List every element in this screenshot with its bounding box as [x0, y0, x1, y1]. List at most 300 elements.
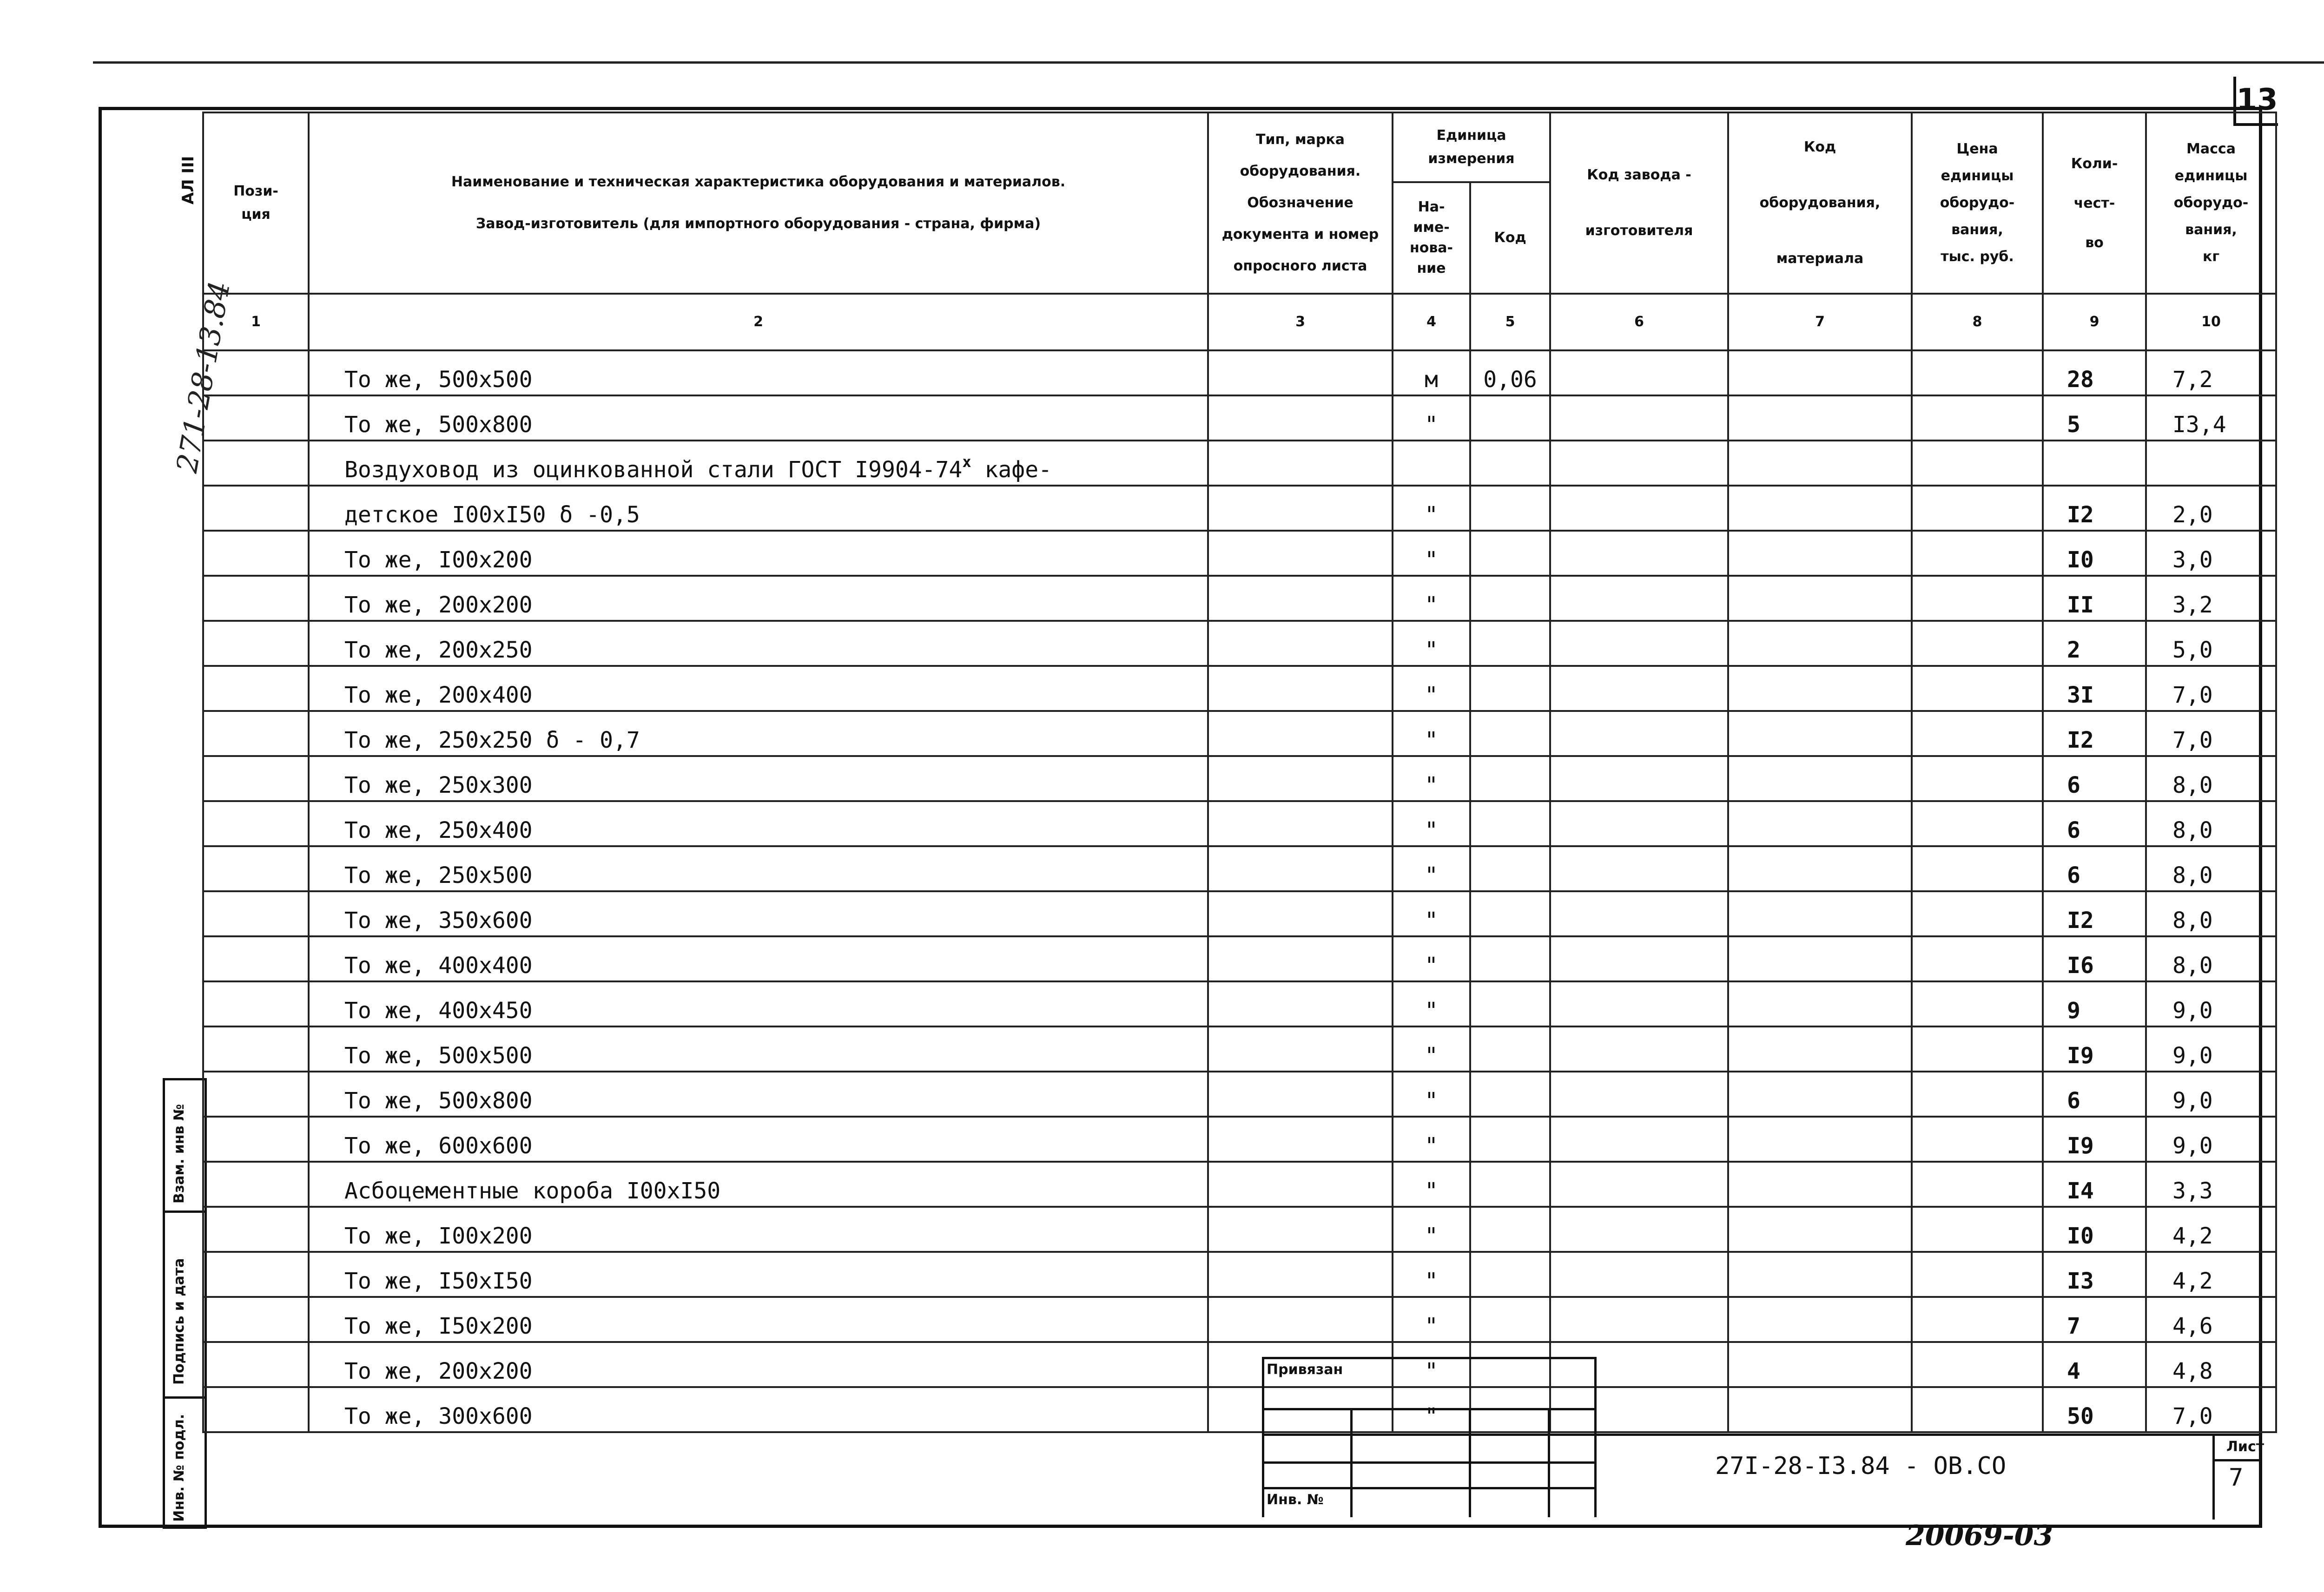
equip-code-cell	[1728, 1072, 1912, 1117]
qty-cell-text: 9	[2067, 998, 2080, 1024]
position-cell	[203, 621, 309, 666]
equip-code-cell	[1728, 666, 1912, 711]
position-cell	[203, 1207, 309, 1252]
plant-code-cell	[1550, 350, 1728, 395]
equip-code-cell	[1728, 486, 1912, 531]
qty-cell-text: 28	[2067, 367, 2094, 393]
mass-cell-text: 9,0	[2172, 998, 2213, 1024]
type-cell	[1208, 1162, 1393, 1207]
unit-name-cell-text: "	[1425, 1088, 1438, 1114]
qty-cell	[2043, 711, 2146, 756]
top-rule	[93, 61, 2324, 64]
mass-cell-text: 7,0	[2172, 1403, 2213, 1429]
price-cell	[1912, 936, 2043, 981]
unit-code-cell-text: 0,06	[1483, 367, 1537, 393]
name-cell-text: То же, 200х200	[344, 592, 533, 618]
bottom-code: 20069-03	[1906, 1520, 2053, 1552]
mass-cell	[2146, 801, 2276, 846]
type-cell	[1208, 441, 1393, 486]
qty-cell	[2043, 350, 2146, 395]
unit-name-cell-text: "	[1425, 1043, 1438, 1069]
header-name-line2: Завод-изготовитель (для импортного оборудования - страна, фирма)	[475, 216, 1041, 232]
name-cell-text: То же, 500х500	[344, 1043, 533, 1069]
qty-cell	[2043, 441, 2146, 486]
mass-cell	[2146, 441, 2276, 486]
unit-code-cell	[1470, 1162, 1550, 1207]
name-cell-text: детское I00хI50 δ -0,5	[344, 502, 640, 528]
titleblock-rule	[1262, 1434, 2261, 1436]
mass-cell-text: 4,2	[2172, 1268, 2213, 1294]
plant-code-cell	[1550, 666, 1728, 711]
header-name	[309, 112, 1208, 294]
name-cell	[309, 666, 1208, 711]
mass-cell	[2146, 1072, 2276, 1117]
table-row	[203, 1026, 2276, 1072]
header-price: Цена единицы оборудо- вания, тыс. руб.	[1912, 112, 2043, 294]
plant-code-cell	[1550, 531, 1728, 576]
name-cell-text: То же, 250х400	[344, 817, 533, 843]
qty-cell-text: I6	[2067, 953, 2094, 979]
position-cell	[203, 576, 309, 621]
name-cell	[309, 1162, 1208, 1207]
col-number: 9	[2043, 294, 2146, 350]
col-number: 3	[1208, 294, 1393, 350]
qty-cell	[2043, 1342, 2146, 1387]
name-cell	[309, 576, 1208, 621]
unit-name-cell	[1393, 666, 1470, 711]
unit-name-cell-text: "	[1425, 772, 1438, 798]
header-mass: Масса единицы оборудо- вания, кг	[2146, 112, 2276, 294]
name-cell-text: То же, 500х800	[344, 1088, 533, 1114]
price-cell	[1912, 1072, 2043, 1117]
plant-code-cell	[1550, 846, 1728, 891]
name-cell	[309, 531, 1208, 576]
qty-cell	[2043, 531, 2146, 576]
qty-cell-text: 6	[2067, 817, 2080, 843]
equip-code-cell	[1728, 350, 1912, 395]
equip-code-cell	[1728, 621, 1912, 666]
unit-name-cell-text: "	[1425, 1313, 1438, 1339]
titleblock-rule	[1262, 1357, 1264, 1517]
unit-name-cell-text: "	[1425, 412, 1438, 438]
price-cell	[1912, 350, 2043, 395]
unit-name-cell-text: "	[1425, 637, 1438, 663]
position-cell	[203, 846, 309, 891]
equip-code-cell	[1728, 756, 1912, 801]
name-cell	[309, 395, 1208, 441]
name-cell-text: То же, 500х500	[344, 367, 533, 393]
qty-cell-text: I0	[2067, 547, 2094, 573]
table-row	[203, 350, 2276, 395]
mass-cell	[2146, 576, 2276, 621]
plant-code-cell	[1550, 621, 1728, 666]
unit-name-cell	[1393, 846, 1470, 891]
mass-cell	[2146, 1252, 2276, 1297]
unit-code-cell	[1470, 666, 1550, 711]
unit-name-cell-text: "	[1425, 953, 1438, 979]
position-cell	[203, 486, 309, 531]
type-cell	[1208, 756, 1393, 801]
name-cell-text: То же, 500х800	[344, 412, 533, 438]
qty-cell	[2043, 1252, 2146, 1297]
unit-name-cell	[1393, 1162, 1470, 1207]
header-type: Тип, марка оборудования. Обозначение документа и номер опросного листа	[1208, 112, 1393, 294]
qty-cell-text: 3I	[2067, 682, 2094, 708]
unit-name-cell-text: "	[1425, 727, 1438, 753]
plant-code-cell	[1550, 1026, 1728, 1072]
unit-name-cell	[1393, 350, 1470, 395]
titleblock-rule	[2212, 1459, 2261, 1461]
titleblock-rule	[1262, 1408, 1597, 1410]
document-id: 27I-28-I3.84 - ОВ.СО	[1715, 1452, 2007, 1480]
col-number: 10	[2146, 294, 2276, 350]
type-cell	[1208, 666, 1393, 711]
position-cell	[203, 981, 309, 1026]
titleblock-rule	[1262, 1487, 1597, 1489]
type-cell	[1208, 936, 1393, 981]
name-cell	[309, 846, 1208, 891]
plant-code-cell	[1550, 981, 1728, 1026]
position-cell	[203, 1252, 309, 1297]
table-row	[203, 756, 2276, 801]
equip-code-cell	[1728, 1207, 1912, 1252]
price-cell	[1912, 846, 2043, 891]
equip-code-cell	[1728, 1342, 1912, 1387]
table-row	[203, 1387, 2276, 1432]
table-row	[203, 441, 2276, 486]
qty-cell	[2043, 666, 2146, 711]
unit-name-cell-text: "	[1425, 817, 1438, 843]
qty-cell	[2043, 1117, 2146, 1162]
side-code: АЛ III	[179, 156, 198, 204]
col-number: 2	[309, 294, 1208, 350]
mass-cell	[2146, 1207, 2276, 1252]
type-cell	[1208, 801, 1393, 846]
equip-code-cell	[1728, 711, 1912, 756]
price-cell	[1912, 756, 2043, 801]
unit-code-cell	[1470, 1342, 1550, 1387]
unit-code-cell	[1470, 981, 1550, 1026]
name-cell-text: То же, 600х600	[344, 1133, 533, 1159]
name-cell	[309, 1072, 1208, 1117]
table-row	[203, 846, 2276, 891]
mass-cell-text: 8,0	[2172, 772, 2213, 798]
qty-cell	[2043, 756, 2146, 801]
specification-table	[202, 112, 2277, 1433]
unit-name-cell	[1393, 1342, 1470, 1387]
type-cell	[1208, 1207, 1393, 1252]
unit-name-cell-text: "	[1425, 682, 1438, 708]
table-row	[203, 1072, 2276, 1117]
name-cell	[309, 801, 1208, 846]
unit-code-cell	[1470, 801, 1550, 846]
unit-code-cell	[1470, 846, 1550, 891]
table-row	[203, 1342, 2276, 1387]
plant-code-cell	[1550, 1207, 1728, 1252]
unit-code-cell	[1470, 1252, 1550, 1297]
plant-code-cell	[1550, 486, 1728, 531]
type-cell	[1208, 1252, 1393, 1297]
qty-cell-text: I9	[2067, 1133, 2094, 1159]
equip-code-cell	[1728, 395, 1912, 441]
name-cell	[309, 981, 1208, 1026]
unit-name-cell	[1393, 711, 1470, 756]
unit-name-cell	[1393, 1026, 1470, 1072]
equip-code-cell	[1728, 981, 1912, 1026]
mass-cell-text: 3,0	[2172, 547, 2213, 573]
qty-cell	[2043, 395, 2146, 441]
qty-cell	[2043, 1072, 2146, 1117]
position-cell	[203, 666, 309, 711]
price-cell	[1912, 1117, 2043, 1162]
type-cell	[1208, 1117, 1393, 1162]
price-cell	[1912, 1297, 2043, 1342]
mass-cell	[2146, 666, 2276, 711]
position-cell	[203, 1387, 309, 1432]
plant-code-cell	[1550, 801, 1728, 846]
plant-code-cell	[1550, 441, 1728, 486]
mass-cell-text: 3,2	[2172, 592, 2213, 618]
unit-code-cell	[1470, 1072, 1550, 1117]
position-cell	[203, 711, 309, 756]
mass-cell-text: I3,4	[2172, 412, 2226, 438]
plant-code-cell	[1550, 1117, 1728, 1162]
mass-cell	[2146, 711, 2276, 756]
unit-name-cell	[1393, 621, 1470, 666]
unit-code-cell	[1470, 531, 1550, 576]
type-cell	[1208, 1297, 1393, 1342]
qty-cell-text: I0	[2067, 1223, 2094, 1249]
unit-name-cell	[1393, 1117, 1470, 1162]
name-cell	[309, 891, 1208, 936]
unit-name-cell-text: "	[1425, 1133, 1438, 1159]
mass-cell	[2146, 531, 2276, 576]
price-cell	[1912, 1387, 2043, 1432]
mass-cell	[2146, 1342, 2276, 1387]
header-position: Пози- ция	[203, 112, 309, 294]
name-cell	[309, 486, 1208, 531]
name-cell	[309, 1297, 1208, 1342]
mass-cell	[2146, 486, 2276, 531]
unit-code-cell	[1470, 621, 1550, 666]
equip-code-cell	[1728, 441, 1912, 486]
mass-cell	[2146, 350, 2276, 395]
name-cell	[309, 1207, 1208, 1252]
position-cell	[203, 1072, 309, 1117]
mass-cell	[2146, 1297, 2276, 1342]
inv-orig-label: Инв. № подл.	[171, 1414, 187, 1522]
equip-code-cell	[1728, 1117, 1912, 1162]
price-cell	[1912, 441, 2043, 486]
equip-code-cell	[1728, 1162, 1912, 1207]
plant-code-cell	[1550, 1162, 1728, 1207]
qty-cell-text: 6	[2067, 862, 2080, 888]
qty-cell	[2043, 936, 2146, 981]
type-cell	[1208, 350, 1393, 395]
header-plant-code: Код завода - изготовителя	[1550, 112, 1728, 294]
mass-cell	[2146, 1026, 2276, 1072]
price-cell	[1912, 1342, 2043, 1387]
unit-code-cell	[1470, 1297, 1550, 1342]
unit-name-cell-text: "	[1425, 502, 1438, 528]
price-cell	[1912, 395, 2043, 441]
type-cell	[1208, 1072, 1393, 1117]
name-cell	[309, 350, 1208, 395]
name-cell	[309, 756, 1208, 801]
mass-cell	[2146, 1117, 2276, 1162]
qty-cell	[2043, 891, 2146, 936]
equip-code-cell	[1728, 891, 1912, 936]
titleblock-rule	[1548, 1408, 1550, 1517]
position-cell	[203, 1342, 309, 1387]
mass-cell-text: 7,0	[2172, 727, 2213, 753]
position-cell	[203, 1162, 309, 1207]
table-row	[203, 891, 2276, 936]
name-cell-text: То же, 250х250 δ - 0,7	[344, 727, 640, 753]
mass-cell-text: 4,6	[2172, 1313, 2213, 1339]
unit-code-cell	[1470, 486, 1550, 531]
mass-cell	[2146, 756, 2276, 801]
type-cell	[1208, 891, 1393, 936]
equip-code-cell	[1728, 801, 1912, 846]
unit-code-cell	[1470, 1026, 1550, 1072]
qty-cell-text: 50	[2067, 1403, 2094, 1429]
sign-date-label: Подпись и дата	[171, 1258, 187, 1385]
sheet-corner-number: 13	[2233, 77, 2278, 126]
unit-name-cell-text: "	[1425, 1268, 1438, 1294]
plant-code-cell	[1550, 1252, 1728, 1297]
table-row	[203, 621, 2276, 666]
qty-cell	[2043, 801, 2146, 846]
qty-cell-text: II	[2067, 592, 2094, 618]
type-cell	[1208, 486, 1393, 531]
name-cell-text: То же, 200х250	[344, 637, 533, 663]
inv-no-label: Инв. №	[1267, 1492, 1324, 1508]
type-cell	[1208, 711, 1393, 756]
position-cell	[203, 801, 309, 846]
qty-cell	[2043, 621, 2146, 666]
table-row	[203, 395, 2276, 441]
position-cell	[203, 891, 309, 936]
header-unit-code: Код	[1470, 182, 1550, 294]
mass-cell	[2146, 936, 2276, 981]
unit-code-cell	[1470, 936, 1550, 981]
type-cell	[1208, 576, 1393, 621]
name-cell-text: То же, 250х300	[344, 772, 533, 798]
name-cell	[309, 1387, 1208, 1432]
inv-replace-label: Взам. инв №	[171, 1104, 187, 1204]
table-row	[203, 711, 2276, 756]
mass-cell-text: 9,0	[2172, 1088, 2213, 1114]
unit-name-cell	[1393, 756, 1470, 801]
titleblock-rule	[1262, 1461, 1597, 1464]
table-row	[203, 1207, 2276, 1252]
name-cell-text: Воздуховод из оцинкованной стали ГОСТ I9904-74	[344, 457, 963, 483]
name-cell	[309, 711, 1208, 756]
unit-name-cell-text: м	[1425, 367, 1438, 393]
price-cell	[1912, 981, 2043, 1026]
name-cell-text: То же, I50хI50	[344, 1268, 533, 1294]
mass-cell-text: 8,0	[2172, 862, 2213, 888]
unit-name-cell	[1393, 395, 1470, 441]
unit-name-cell	[1393, 486, 1470, 531]
name-cell	[309, 1117, 1208, 1162]
price-cell	[1912, 666, 2043, 711]
price-cell	[1912, 801, 2043, 846]
unit-name-cell	[1393, 531, 1470, 576]
unit-name-cell-text: "	[1425, 1223, 1438, 1249]
qty-cell-text: 6	[2067, 772, 2080, 798]
equip-code-cell	[1728, 1252, 1912, 1297]
name-cell-text: То же, I50х200	[344, 1313, 533, 1339]
unit-name-cell-text: "	[1425, 908, 1438, 934]
equip-code-cell	[1728, 576, 1912, 621]
mass-cell	[2146, 891, 2276, 936]
qty-cell-text: I4	[2067, 1178, 2094, 1204]
attached-label: Привязан	[1267, 1362, 1343, 1378]
mass-cell	[2146, 846, 2276, 891]
name-cell	[309, 936, 1208, 981]
plant-code-cell	[1550, 1072, 1728, 1117]
table-row	[203, 1252, 2276, 1297]
unit-name-cell	[1393, 1297, 1470, 1342]
position-cell	[203, 350, 309, 395]
type-cell	[1208, 531, 1393, 576]
position-cell	[203, 441, 309, 486]
qty-cell	[2043, 846, 2146, 891]
header-equip-code: Код оборудования, материала	[1728, 112, 1912, 294]
plant-code-cell	[1550, 891, 1728, 936]
qty-cell-text: 5	[2067, 412, 2080, 438]
plant-code-cell	[1550, 756, 1728, 801]
equip-code-cell	[1728, 846, 1912, 891]
name-tail-text: кафе-	[971, 457, 1052, 483]
table-row	[203, 666, 2276, 711]
qty-cell	[2043, 1162, 2146, 1207]
col-number: 7	[1728, 294, 1912, 350]
unit-name-cell	[1393, 891, 1470, 936]
price-cell	[1912, 1207, 2043, 1252]
position-cell	[203, 1117, 309, 1162]
col-number: 1	[203, 294, 309, 350]
table-row	[203, 531, 2276, 576]
sheet-number: 7	[2229, 1464, 2244, 1492]
position-cell	[203, 756, 309, 801]
qty-cell	[2043, 1026, 2146, 1072]
mass-cell-text: 9,0	[2172, 1043, 2213, 1069]
type-cell	[1208, 981, 1393, 1026]
mass-cell-text: 9,0	[2172, 1133, 2213, 1159]
qty-cell-text: I9	[2067, 1043, 2094, 1069]
name-cell	[309, 1026, 1208, 1072]
qty-cell-text: 4	[2067, 1358, 2080, 1384]
unit-code-cell	[1470, 576, 1550, 621]
mass-cell	[2146, 981, 2276, 1026]
name-cell	[309, 621, 1208, 666]
unit-code-cell	[1470, 711, 1550, 756]
unit-name-cell-text: "	[1425, 862, 1438, 888]
mass-cell-text: 8,0	[2172, 817, 2213, 843]
plant-code-cell	[1550, 395, 1728, 441]
position-cell	[203, 1297, 309, 1342]
col-number: 8	[1912, 294, 2043, 350]
table-row	[203, 981, 2276, 1026]
price-cell	[1912, 711, 2043, 756]
unit-name-cell	[1393, 801, 1470, 846]
titleblock-rule	[2212, 1434, 2215, 1520]
name-cell-text: То же, 400х450	[344, 998, 533, 1024]
unit-name-cell-text: "	[1425, 592, 1438, 618]
